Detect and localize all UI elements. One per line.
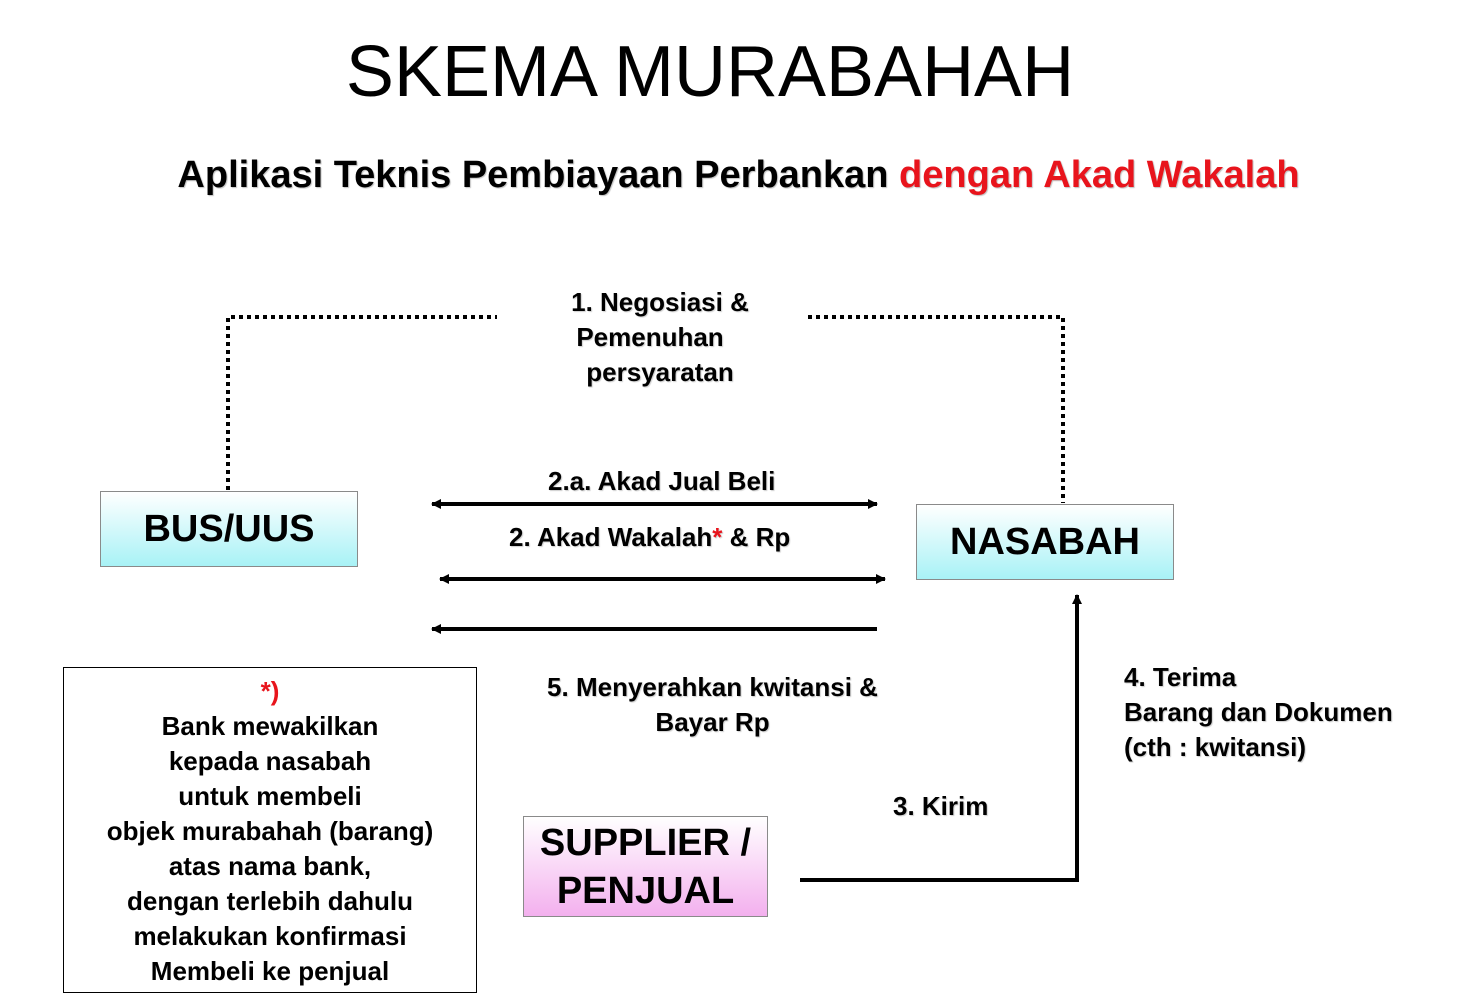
footnote-line: Bank mewakilkan — [161, 711, 379, 741]
footnote-line: Membeli ke penjual — [150, 956, 390, 986]
footnote-box — [63, 667, 477, 993]
footnote-line: melakukan konfirmasi — [133, 921, 407, 951]
step-4-line: (cth : kwitansi) — [1124, 732, 1307, 762]
step-2-text: 2. Akad Wakalah — [509, 522, 713, 552]
footnote-line: atas nama bank, — [168, 851, 372, 881]
step-1-label — [540, 285, 780, 390]
step-5-label — [520, 670, 905, 740]
page-title: SKEMA MURABAHAH — [345, 32, 1075, 112]
page-subtitle — [0, 154, 1477, 197]
negotiation-dotted-line-left — [228, 317, 497, 490]
step-2-suffix: & Rp — [722, 522, 791, 552]
supplier-node-line: SUPPLIER / — [539, 821, 752, 864]
step-4-line: Barang dan Dokumen — [1124, 697, 1393, 727]
bank-node — [100, 491, 358, 567]
negotiation-dotted-line-right — [808, 317, 1063, 503]
step-2a-label: 2.a. Akad Jual Beli — [548, 466, 776, 496]
supplier-node — [523, 816, 768, 917]
step-5-line: 5. Menyerahkan kwitansi & — [547, 672, 878, 702]
customer-node — [916, 504, 1174, 580]
subtitle-highlight: dengan Akad Wakalah — [899, 154, 1300, 196]
footnote-marker: *) — [260, 676, 280, 706]
footnote-line: kepada nasabah — [168, 746, 372, 776]
step-2-label — [509, 520, 790, 555]
step-1-line: persyaratan — [586, 357, 734, 387]
subtitle-main: Aplikasi Teknis Pembiayaan Perbankan — [177, 154, 900, 196]
footnote-line: dengan terlebih dahulu — [126, 886, 413, 916]
step-3-label: 3. Kirim — [893, 791, 989, 821]
customer-node-label: NASABAH — [950, 520, 1140, 563]
step-1-line: Pemenuhan — [576, 322, 724, 352]
supplier-node-line: PENJUAL — [556, 869, 735, 912]
step-1-line: 1. Negosiasi & — [571, 287, 749, 317]
step-2-asterisk: * — [712, 522, 723, 552]
bank-node-label: BUS/UUS — [143, 507, 315, 550]
footnote-line: objek murabahah (barang) — [106, 816, 434, 846]
step-4-label — [1124, 660, 1393, 765]
step-4-line: 4. Terima — [1124, 662, 1237, 692]
footnote-line: untuk membeli — [178, 781, 362, 811]
step-5-line: Bayar Rp — [655, 707, 770, 737]
